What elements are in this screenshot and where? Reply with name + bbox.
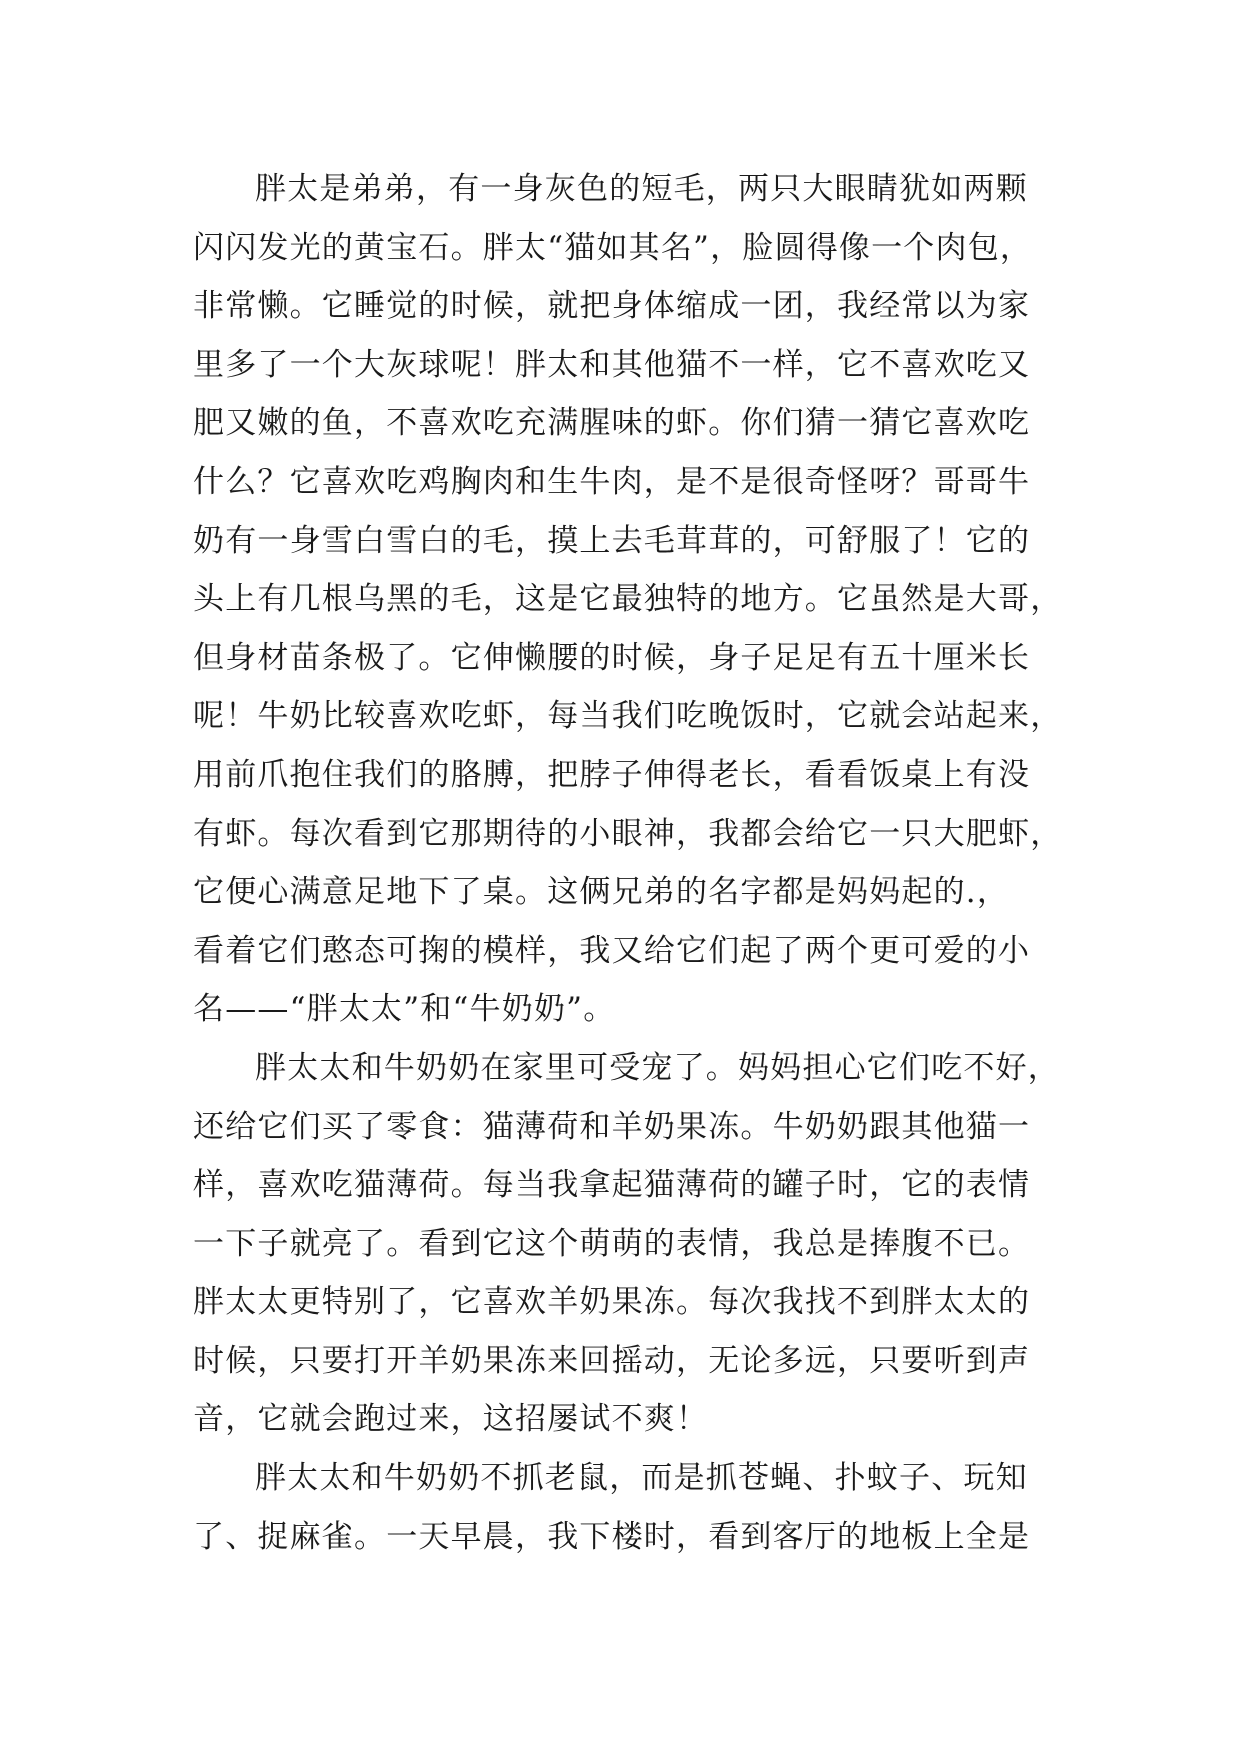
text-line-24: 了、捉麻雀。一天早晨，我下楼时，看到客厅的地板上全是 — [193, 1518, 1031, 1555]
text-line-16: 胖太太和牛奶奶在家里可受宠了。妈妈担心它们吃不好， — [255, 1049, 1060, 1086]
text-line-14: 看着它们憨态可掬的模样，我又给它们起了两个更可爱的小 — [193, 932, 1031, 969]
text-line-18: 样，喜欢吃猫薄荷。每当我拿起猫薄荷的罐子时，它的表情 — [193, 1167, 1031, 1204]
text-line-23: 胖太太和牛奶奶不抓老鼠，而是抓苍蝇、扑蚊子、玩知 — [255, 1460, 1028, 1497]
text-line-17: 还给它们买了零食：猫薄荷和羊奶果冻。牛奶奶跟其他猫一 — [193, 1108, 1031, 1145]
text-line-21: 时候，只要打开羊奶果冻来回摇动，无论多远，只要听到声 — [193, 1342, 1031, 1379]
text-line-15: 名——“胖太太”和“牛奶奶”。 — [193, 991, 616, 1028]
text-line-3: 非常懒。它睡觉的时候，就把身体缩成一团，我经常以为家 — [193, 288, 1031, 325]
text-line-2: 闪闪发光的黄宝石。胖太“猫如其名”，脸圆得像一个肉包， — [193, 229, 1033, 266]
text-line-11: 用前爪抱住我们的胳膊，把脖子伸得老长，看看饭桌上有没 — [193, 756, 1031, 793]
text-line-1: 胖太是弟弟，有一身灰色的短毛，两只大眼睛犹如两颗 — [255, 171, 1028, 207]
text-line-7: 奶有一身雪白雪白的毛，摸上去毛茸茸的，可舒服了！它的 — [193, 522, 1031, 559]
text-line-20: 胖太太更特别了，它喜欢羊奶果冻。每次我找不到胖太太的 — [193, 1284, 1031, 1321]
text-line-4: 里多了一个大灰球呢！胖太和其他猫不一样，它不喜欢吃又 — [193, 346, 1031, 383]
body-text — [193, 160, 1073, 1566]
text-line-9: 但身材苗条极了。它伸懒腰的时候，身子足足有五十厘米长 — [193, 639, 1031, 676]
text-line-6: 什么？它喜欢吃鸡胸肉和生牛肉，是不是很奇怪呀？哥哥牛 — [193, 463, 1031, 500]
text-line-10: 呢！牛奶比较喜欢吃虾，每当我们吃晚饭时，它就会站起来， — [193, 698, 1063, 735]
text-line-12: 有虾。每次看到它那期待的小眼神，我都会给它一只大肥虾， — [193, 815, 1063, 852]
text-line-13: 它便心满意足地下了桌。这俩兄弟的名字都是妈妈起的.， — [193, 874, 1010, 911]
text-line-22: 音，它就会跑过来，这招屡试不爽！ — [193, 1401, 709, 1438]
text-line-5: 肥又嫩的鱼，不喜欢吃充满腥味的虾。你们猜一猜它喜欢吃 — [193, 405, 1031, 442]
text-line-8: 头上有几根乌黑的毛，这是它最独特的地方。它虽然是大哥， — [193, 581, 1063, 618]
text-line-19: 一下子就亮了。看到它这个萌萌的表情，我总是捧腹不已。 — [193, 1225, 1031, 1262]
